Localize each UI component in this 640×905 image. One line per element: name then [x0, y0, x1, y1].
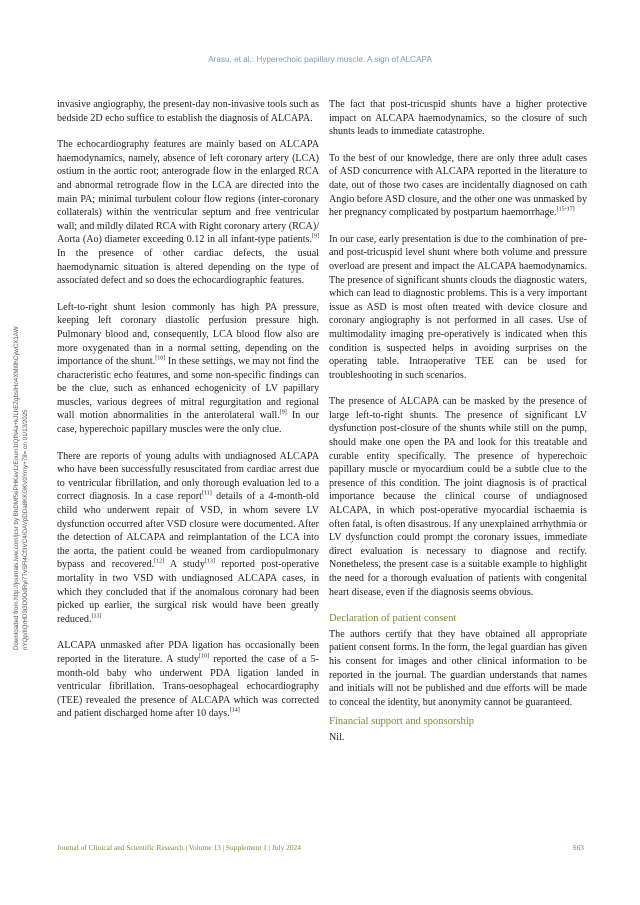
paragraph: The presence of ALCAPA can be masked by the presence of large left-to-right shunts. The presence of significant LV dysfunction post-closure of the shunts while still on the pump, should make one open the PA and look for this treatable and curable entity specifically. The presence of hyperechoic papillary muscle or myocardium could be a subtle clue to the presence of this condition. The joint diagnosis is of practical importance because the clinical course of undiagnosed ALCAPA, in which post-operative myocardial ischaemia is often fatal, is often disastrous. If any unexplained arrhythmia or LV dysfunction could prompt the coronary issues, immediate direct evaluation is necessary to diagnose and rectify. Nonetheless, the present case is a suitable example to highlight the need for a thorough evaluation of patients with congenital heart disease, even if the diagnosis seems obvious.	[329, 396, 587, 598]
citation[interactable]: [11]	[201, 491, 212, 498]
paragraph: The fact that post-tricuspid shunts have a higher protective impact on ALCAPA haemodynamics, so the closure of such shunts leads to immediate catastrophe.	[329, 99, 587, 138]
paragraph: There are reports of young adults with undiagnosed ALCAPA who have been successfully resuscitated from cardiac arrest due to ventricular fibrillation, and only thorough evaluation led to a correct diagnosis. In a case report[11] details of a 4-month-old child who underwent repair of VSD, in whom severe LV dysfunction occurred after VSD closure were documented. After the detection of ALCAPA and reimplantation of the LCA into the aorta, the patient could be weaned from cardiopulmonary bypass and recovered.[12] A study[13] reported post-operative mortality in two VSD with undiagnosed ALCAPA cases, in which they concluded that if the anomalous coronary had been picked up earlier, the surgical risk would have been greatly reduced.[13]	[57, 450, 319, 625]
running-head: Arasu, et al.: Hyperechoic papillary muscle: A sign of ALCAPA	[208, 55, 432, 64]
citation[interactable]: [15-17]	[556, 206, 575, 213]
page-footer	[57, 843, 584, 852]
funding-heading: Financial support and sponsorship	[329, 716, 475, 728]
left-column	[57, 98, 319, 734]
paragraph: Left-to-right shunt lesion commonly has high PA pressure, keeping left coronary diastolic perfusion pressure high. Pulmonary blood and, consequently, LCA blood flow also are more oxygenated than in a normal setting, depending on the importance of the shunt.[10] In these settings, we may not find the characteristic echo features, and some non-specific findings can be the clue, such as enhanced echogenicity of LV papillary muscles, various degrees of mitral regurgitation and regional wall motion abnormalities in the anterolateral wall.[9] In our case, hyperechoic papillary muscles were the only clue.	[57, 301, 320, 436]
paragraph: ALCAPA unmasked after PDA ligation has occasionally been reported in the literature. A study[10] reported the case of a 5-month-old baby who underwent PDA ligation landed in ventricular fibrillation. Trans-oesophageal echocardiography (TEE) revealed the presence of ALCAPA which was corrected and patient discharged home after 10 days.[14]	[57, 640, 320, 720]
watermark-line-2: nYQp/IlQrHD3i3D0OdRyi7TvSFl4Cf3VC4/OAVpDDa8KKGKV0Ymy+78= on 01/13/2025	[22, 409, 29, 650]
citation[interactable]: [9]	[279, 410, 287, 417]
consent-heading: Declaration of patient consent	[329, 613, 457, 625]
paragraph: In our case, early presentation is due to the combination of pre- and post-tricuspid level shunt where both volume and pressure overload are present and impact the ALCAPA haemodynamics. The presence of significant shunts clouds the diagnostic waters, which can lead to diagnostic problems. This is a very important issue as ASD is most often treated with device closure and coronary angiography is not performed in all cases. Use of multimodality imaging pre-operatively is indicated when this condition is suspected helps in avoiding surprises on the operating table. Intraoperative TEE can be used for troubleshooting in such scenarios.	[329, 233, 587, 381]
download-watermark	[12, 180, 42, 650]
paragraph: The echocardiography features are mainly based on ALCAPA haemodynamics, namely, absence of left coronary artery (LCA) ostium in the aortic root; anterograde flow in the enlarged RCA and abnormal retrograde flow in the LCA are directed into the main PA; minimal turbulent colour flow regions (inter-coronary collaterals) within the ventricular septum and free ventricular wall; and mildly dilated RCA with Right coronary artery (RCA)/ Aorta (Ao) diameter exceeding 0.12 in all infant-type patients.[9] In the presence of other cardiac defects, the usual haemodynamic situation is altered depending on the type of associated defect and so does the echocardiographic features.	[57, 139, 319, 287]
citation[interactable]: [13]	[91, 613, 102, 620]
citation[interactable]: [12]	[154, 559, 165, 566]
citation[interactable]: [9]	[312, 233, 319, 240]
right-column	[329, 98, 587, 751]
paragraph: To the best of our knowledge, there are only three adult cases of ASD concurrence with ALCAPA reported in the literature to date, out of those two cases are incidentally diagnosed on cath Angio before ASD closure, and the other one was unmasked by her pregnancy complicated by postpartum haemorrhage.[15-17]	[329, 152, 587, 219]
paragraph: invasive angiography, the present-day non-invasive tools such as bedside 2D echo suffice to establish the diagnosis of ALCAPA.	[57, 99, 319, 124]
citation[interactable]: [10]	[198, 653, 209, 660]
journal-info: Journal of Clinical and Scientific Research | Volume 13 | Supplement 1 | July 2024	[57, 843, 301, 852]
watermark-line-1: Downloaded from http://journals.lww.com/jcsr by BhDMf5ePHKav1zEoum1tQfN4a+kJLhEZgbsIHo4XMi0hCywCX1AW	[13, 326, 20, 650]
consent-text: The authors certify that they have obtained all appropriate patient consent forms. In the form, the legal guardian has given his consent for images and other clinical information to be reported in the journal. The guardian understands that names and initials will not be published and due efforts will be made to conceal the identity, but anonymity cannot be guaranteed.	[329, 628, 587, 708]
page-number: S63	[572, 843, 584, 852]
citation[interactable]: [13]	[204, 559, 215, 566]
citation[interactable]: [10]	[155, 355, 166, 362]
funding-text: Nil.	[329, 731, 345, 743]
citation[interactable]: [14]	[229, 707, 240, 714]
